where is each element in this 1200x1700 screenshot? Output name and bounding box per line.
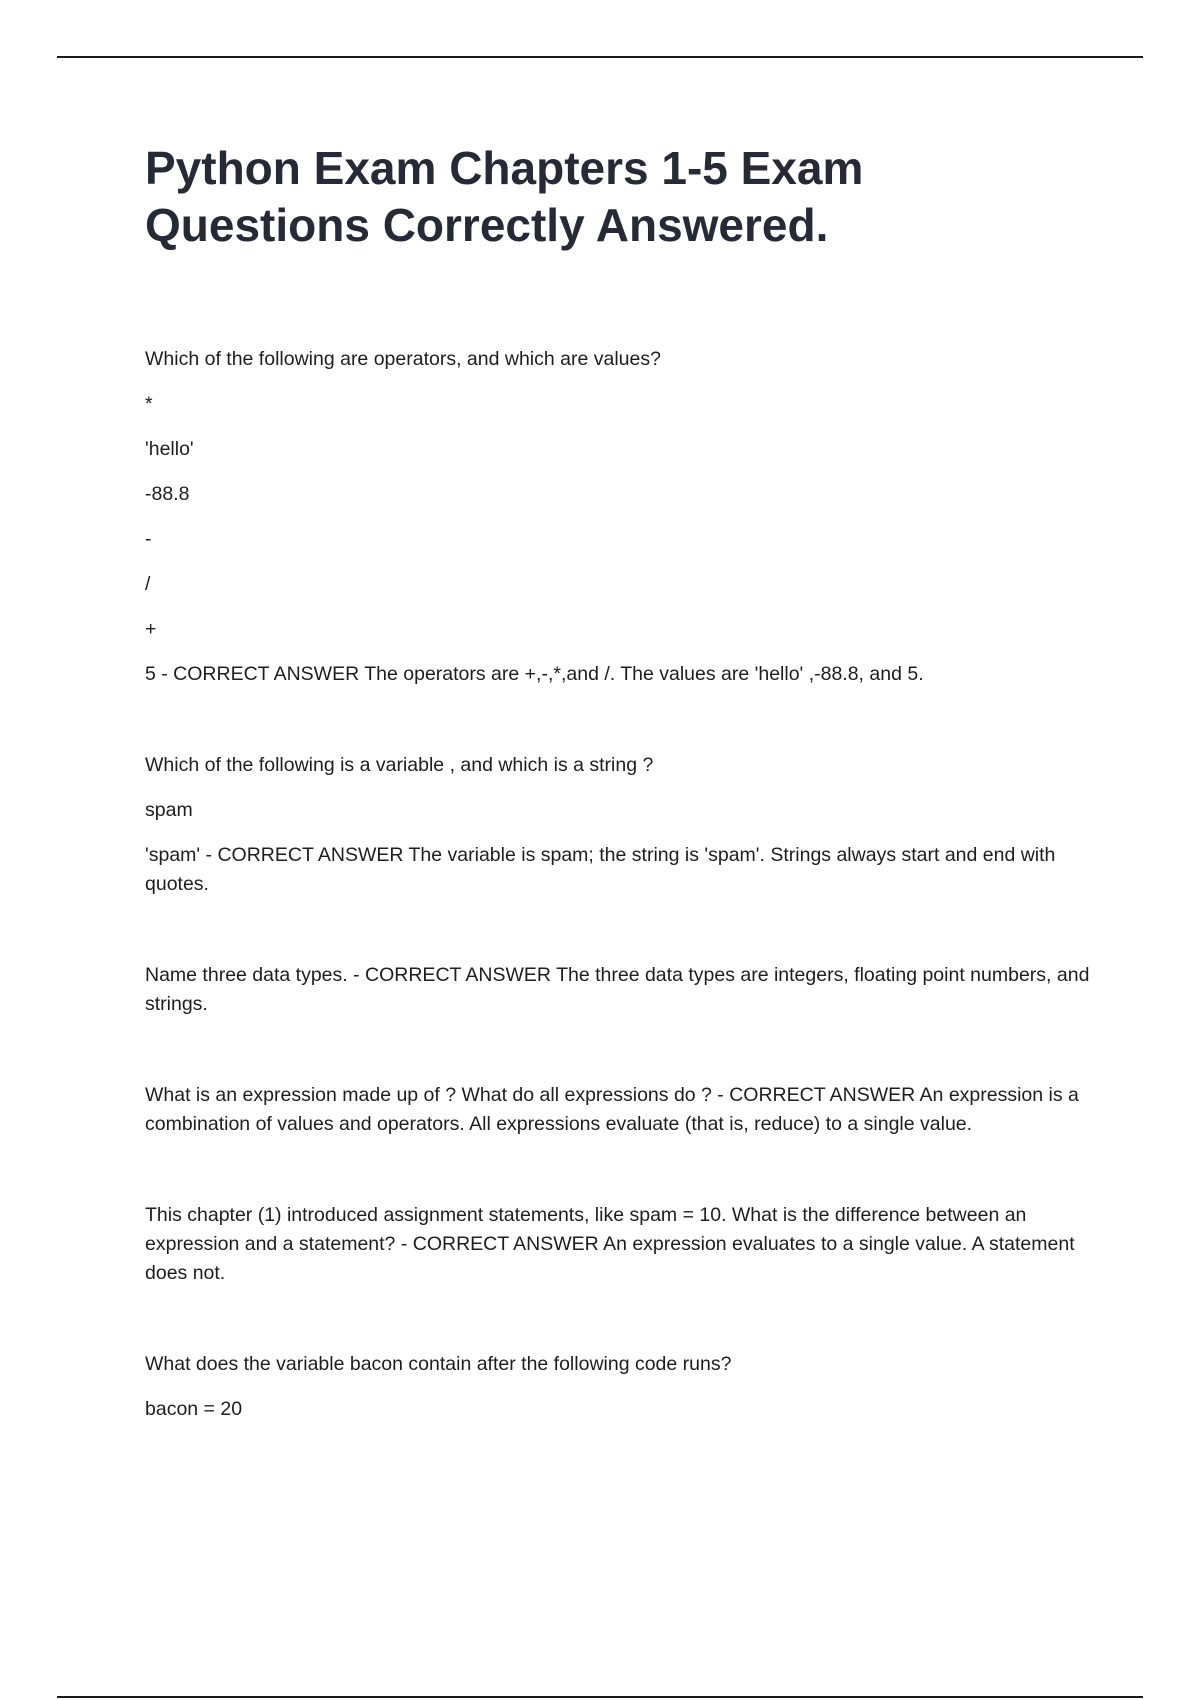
question-1-item: -88.8 <box>145 483 190 505</box>
question-1-item: - <box>145 528 152 550</box>
question-1-item: * <box>145 393 153 415</box>
question-1-item: / <box>145 573 151 595</box>
document-content <box>145 140 1095 1440</box>
section-gap <box>145 1304 1095 1350</box>
section-gap <box>145 915 1095 961</box>
section-gap <box>145 1155 1095 1201</box>
question-4-answer: What is an expression made up of ? What do all expressions do ? - CORRECT ANSWER An expression is a combination of values and operators. All expressions evaluate (that is, reduce) to a single value. <box>145 1084 1079 1135</box>
question-5-answer: This chapter (1) introduced assignment statements, like spam = 10. What is the difference between an expression and a statement? - CORRECT ANSWER An expression evaluates to a single value. A statement does not. <box>145 1204 1075 1284</box>
question-1-item: + <box>145 618 157 640</box>
title-line-1: Python Exam Chapters 1-5 Exam <box>145 142 864 194</box>
question-2-item: spam <box>145 799 193 821</box>
title-line-2: Questions Correctly Answered. <box>145 199 829 251</box>
question-3-answer: Name three data types. - CORRECT ANSWER The three data types are integers, floating point numbers, and strings. <box>145 964 1090 1015</box>
section-gap <box>145 705 1095 751</box>
question-2-answer: 'spam' - CORRECT ANSWER The variable is spam; the string is 'spam'. Strings always start and end with quotes. <box>145 844 1056 895</box>
question-2-prompt: Which of the following is a variable , and which is a string ? <box>145 754 654 776</box>
question-6-prompt: What does the variable bacon contain after the following code runs? <box>145 1353 732 1375</box>
question-6-code: bacon = 20 <box>145 1398 243 1420</box>
top-rule <box>57 56 1143 58</box>
question-1-answer: 5 - CORRECT ANSWER The operators are +,-,*,and /. The values are 'hello' ,-88.8, and 5. <box>145 663 924 685</box>
document-title <box>145 140 1095 254</box>
question-1-item: 'hello' <box>145 438 194 460</box>
section-gap <box>145 1035 1095 1081</box>
document-body <box>145 345 1095 1424</box>
bottom-rule <box>57 1696 1143 1698</box>
question-1-prompt: Which of the following are operators, and which are values? <box>145 348 661 370</box>
